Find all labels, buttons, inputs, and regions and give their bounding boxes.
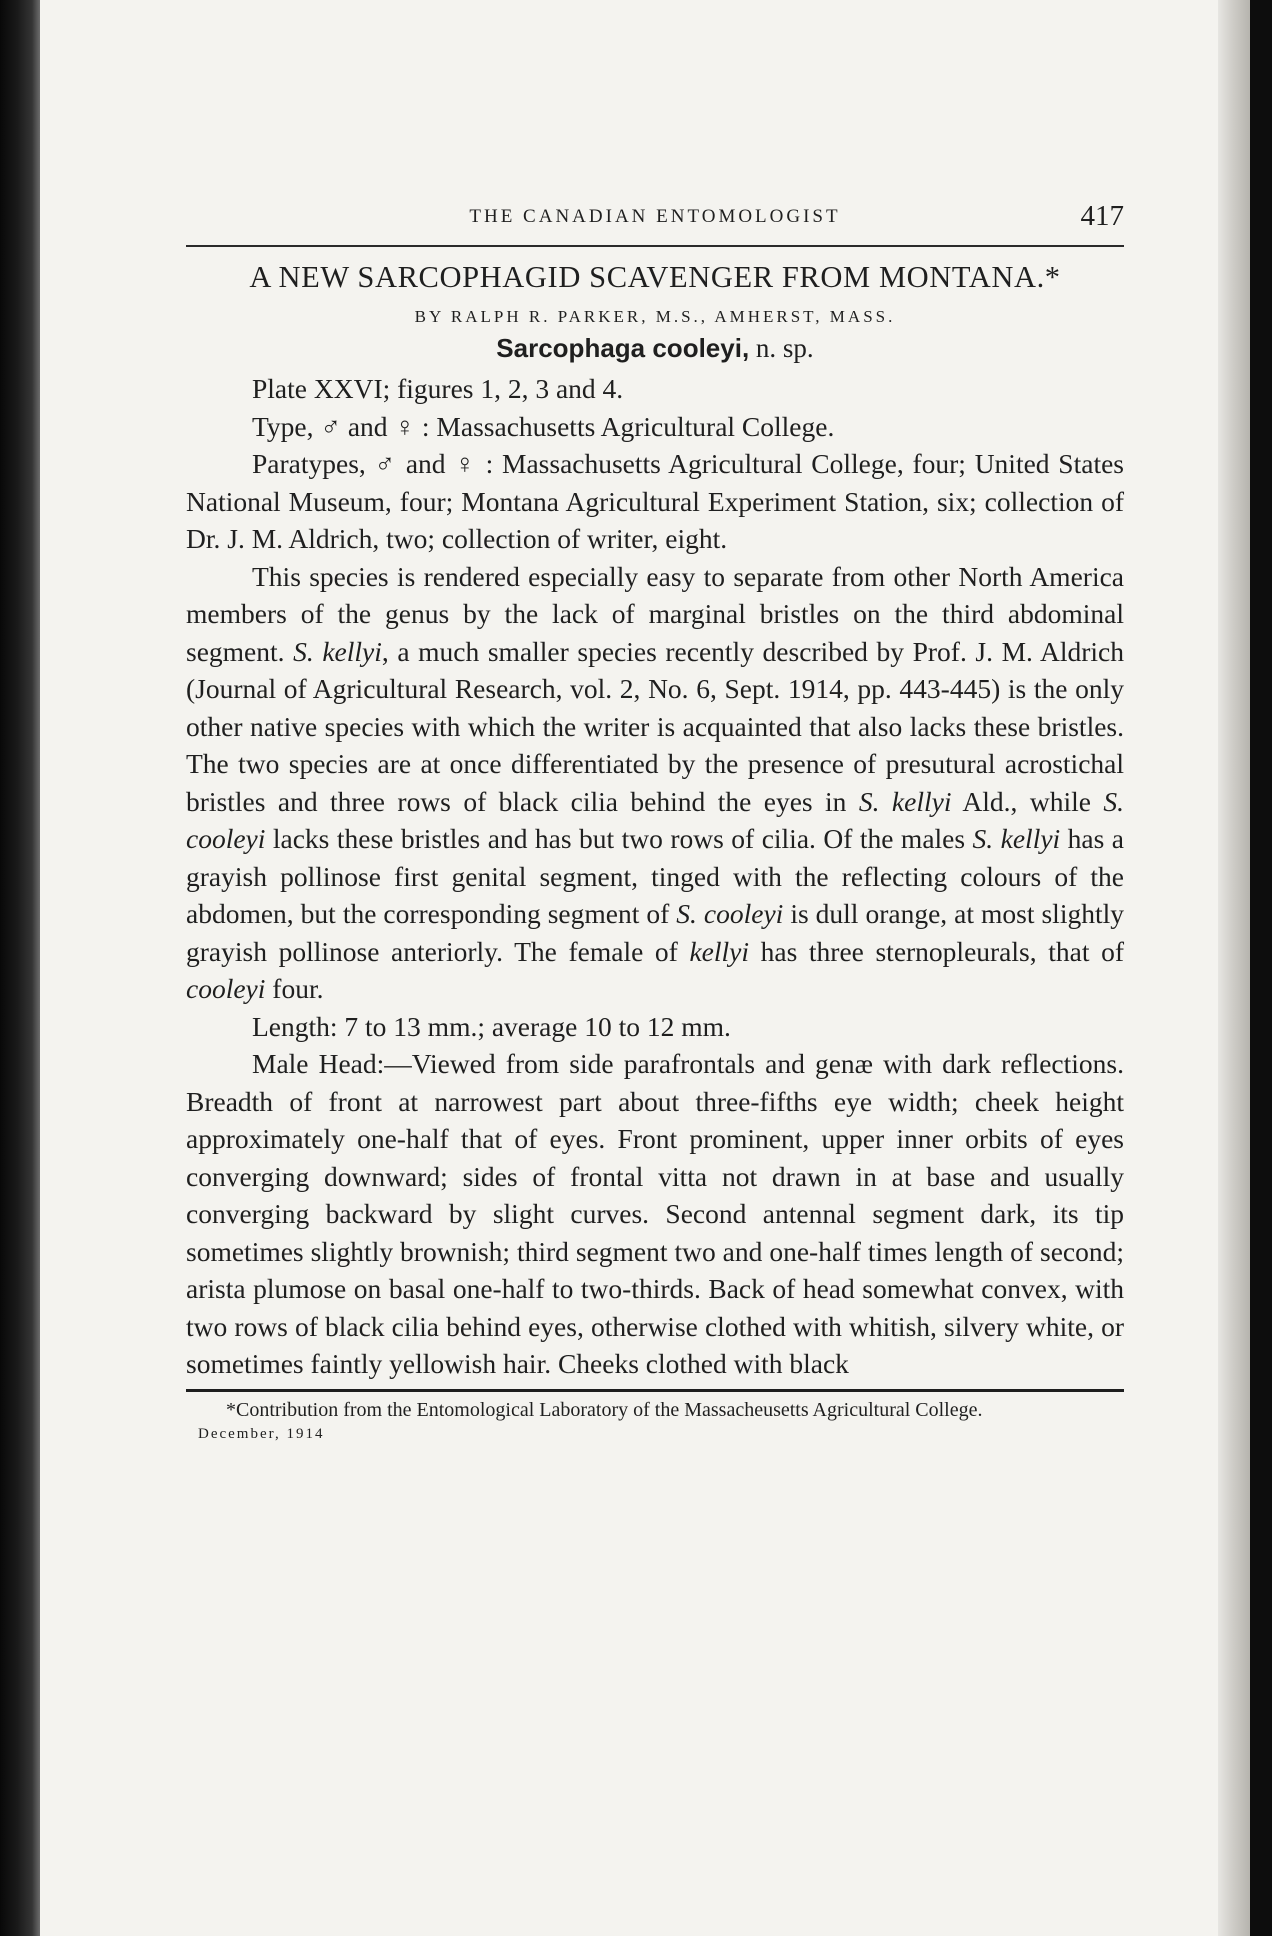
species-heading: [186, 333, 1124, 364]
footnote-date: December, 1914: [198, 1425, 325, 1442]
text-run: has three sternopleurals, that of: [749, 935, 1124, 967]
text-run: four.: [265, 973, 324, 1004]
byline: BY RALPH R. PARKER, M.S., AMHERST, MASS.: [414, 307, 896, 326]
text-run: Ald., while: [951, 785, 1104, 817]
footnote-rule: [186, 1389, 1124, 1392]
article-title: A NEW SARCOPHAGID SCAVENGER FROM MONTANA.*: [249, 260, 1061, 294]
scan-page-edge: [1218, 0, 1250, 1936]
species-ref: S. kellyi: [858, 785, 952, 817]
text-run: is dull orange, at most slightly grayish pollinose anteriorly. The female of: [186, 898, 1124, 967]
page-number: 417: [1080, 200, 1124, 232]
length-paragraph: Length: 7 to 13 mm.; average 10 to 12 mm.: [252, 1010, 731, 1042]
footnote-text: *Contribution from the Entomological Laboratory of the Massacheusetts Agricultural College.: [226, 1398, 983, 1421]
diagnosis-paragraph: [186, 558, 1124, 1008]
page-content: [186, 200, 1124, 1446]
text-run: has a grayish pollinose first genital segment, tinged with the reflecting colours of the abdomen, but the corresponding segment of: [186, 823, 1124, 929]
running-head: [186, 200, 1124, 246]
plate-reference: Plate XXVI; figures 1, 2, 3 and 4.: [252, 373, 624, 404]
text-run: , a much smaller species recently described by Prof. J. M. Aldrich (Journal of Agricultural Research, vol. 2, No. 6, Sept. 1914, pp. 443-445) is the only other native species with which the writer is acquainted that also lacks these bristles. The two species are at once differentiated by the presence of presutural acrostichal bristles and three rows of black cilia behind the eyes in: [186, 635, 1124, 817]
male-head-paragraph: Male Head:—Viewed from side parafrontals and genæ with dark reflections. Breadth of front at narrowest part about three-fifths eye width; cheek height approximately one-half that of eyes. Front prominent, upper inner orbits of eyes converging downward; sides of frontal vitta not drawn in at base and usually converging backward by slight curves. Second antennal segment dark, its tip sometimes slightly brownish; third segment two and one-half times length of second; arista plumose on basal one-half to two-thirds. Back of head somewhat convex, with two rows of black cilia behind eyes, otherwise clothed with whitish, silvery white, or sometimes faintly yellowish hair. Cheeks clothed with black: [186, 1048, 1124, 1379]
text-run: lacks these bristles and has but two rows of cilia. Of the males: [265, 823, 973, 854]
journal-title: THE CANADIAN ENTOMOLOGIST: [469, 206, 841, 227]
text-run: This species is rendered especially easy to separate from other North America members of the genus by the lack of marginal bristles on the third abdominal segment.: [186, 560, 1124, 667]
species-ref: S. kellyi: [972, 823, 1061, 854]
species-ref: kellyi: [689, 935, 749, 967]
species-suffix: n. sp.: [749, 333, 814, 363]
species-ref: S. cooleyi: [676, 898, 784, 929]
species-ref: S. kellyi: [293, 635, 382, 667]
article-body: [186, 370, 1124, 1383]
paratypes-paragraph: Paratypes, ♂ and ♀ : Massachusetts Agricultural College, four; United States National Museum, four; Montana Agricultural Experiment Station, six; collection of Dr. J. M. Aldrich, two; collection of writer, eight.: [186, 448, 1124, 554]
header-rule: [186, 245, 1124, 247]
species-ref: cooleyi: [186, 973, 266, 1004]
scan-binding-edge: [0, 0, 40, 1936]
type-paragraph: Type, ♂ and ♀ : Massachusetts Agricultural College.: [252, 410, 835, 442]
footnote: [186, 1398, 1124, 1446]
species-name: Sarcophaga cooleyi,: [496, 333, 750, 363]
page-sheet: [40, 0, 1250, 1936]
species-ref: S. cooleyi: [186, 785, 1124, 854]
